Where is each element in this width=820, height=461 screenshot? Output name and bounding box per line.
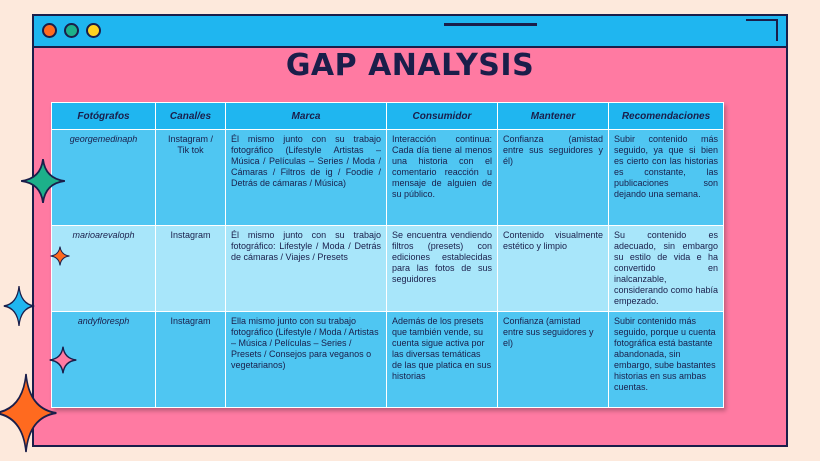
- cell-fotografo: marioarevaloph: [52, 226, 156, 312]
- header-consumidor: Consumidor: [387, 103, 498, 130]
- blue-star-icon: [3, 285, 35, 327]
- gap-analysis-table: [51, 102, 724, 408]
- cell-consumidor: Interacción continua: Cada día tiene al menos una historia con el comentario reacción u mensaje de alguien de su público.: [387, 130, 498, 226]
- cell-fotografo: andyfloresph: [52, 312, 156, 408]
- pink-star-icon: [49, 345, 77, 375]
- header-recomendaciones: Recomendaciones: [609, 103, 724, 130]
- cell-fotografo: georgemedinaph: [52, 130, 156, 226]
- cell-marca: Él mismo junto con su trabajo fotográfico: Lifestyle / Moda / Detrás de cámaras / Viajes / Presets: [226, 226, 387, 312]
- window-titlebar: [34, 16, 786, 48]
- cell-recomendaciones: Subir contenido más seguido, porque u cuenta fotográfica está bastante abandonada, sin embargo, sube bastantes historias en sus ambas cuentas.: [609, 312, 724, 408]
- cell-marca: Ella mismo junto con su trabajo fotográfico (Lifestyle / Moda / Artistas – Música / Películas – Series / Presets / Consejos para veganos o vegetarianos): [226, 312, 387, 408]
- table-row: [52, 312, 724, 408]
- table-row: [52, 226, 724, 312]
- cell-canal: Instagram: [156, 312, 226, 408]
- green-dot-icon: [64, 23, 79, 38]
- header-mantener: Mantener: [498, 103, 609, 130]
- cell-consumidor: Se encuentra vendiendo filtros (presets) con ediciones establecidas para las fotos de sus seguidores: [387, 226, 498, 312]
- cell-marca: Él mismo junto con su trabajo fotográfico (Lifestyle Artistas – Música / Películas – Series / Moda / Cámaras / Filtros de ig / Foodie / Detrás de cámaras / Música): [226, 130, 387, 226]
- header-marca: Marca: [226, 103, 387, 130]
- header-fotografos: Fotógrafos: [52, 103, 156, 130]
- header-canales: Canal/es: [156, 103, 226, 130]
- cell-recomendaciones: Su contenido es adecuado, sin embargo su estilo de vida e ha convertido en inalcanzable, considerando como había empezado.: [609, 226, 724, 312]
- cell-mantener: Confianza (amistad entre sus seguidores y él): [498, 130, 609, 226]
- cell-canal: Instagram / Tik tok: [156, 130, 226, 226]
- corner-bracket-icon: [746, 19, 778, 41]
- table-header-row: [52, 103, 724, 130]
- cell-canal: Instagram: [156, 226, 226, 312]
- yellow-dot-icon: [86, 23, 101, 38]
- orange-dot-icon: [42, 23, 57, 38]
- cell-consumidor: Además de los presets que también vende, su cuenta sigue activa por las diversas temáticas de las que platica en sus historias: [387, 312, 498, 408]
- orange-star-icon: [50, 243, 70, 269]
- cell-mantener: Contenido visualmente estético y limpio: [498, 226, 609, 312]
- large-orange-star-icon: [0, 372, 58, 454]
- cell-mantener: Confianza (amistad entre sus seguidores y el): [498, 312, 609, 408]
- green-star-icon: [20, 158, 66, 204]
- table-row: [52, 130, 724, 226]
- page-title: GAP ANALYSIS: [285, 48, 535, 83]
- titlebar-line: [444, 23, 537, 26]
- cell-recomendaciones: Subir contenido más seguido, ya que si bien es cierto con las historias es constante, las publicaciones son dejando una semana.: [609, 130, 724, 226]
